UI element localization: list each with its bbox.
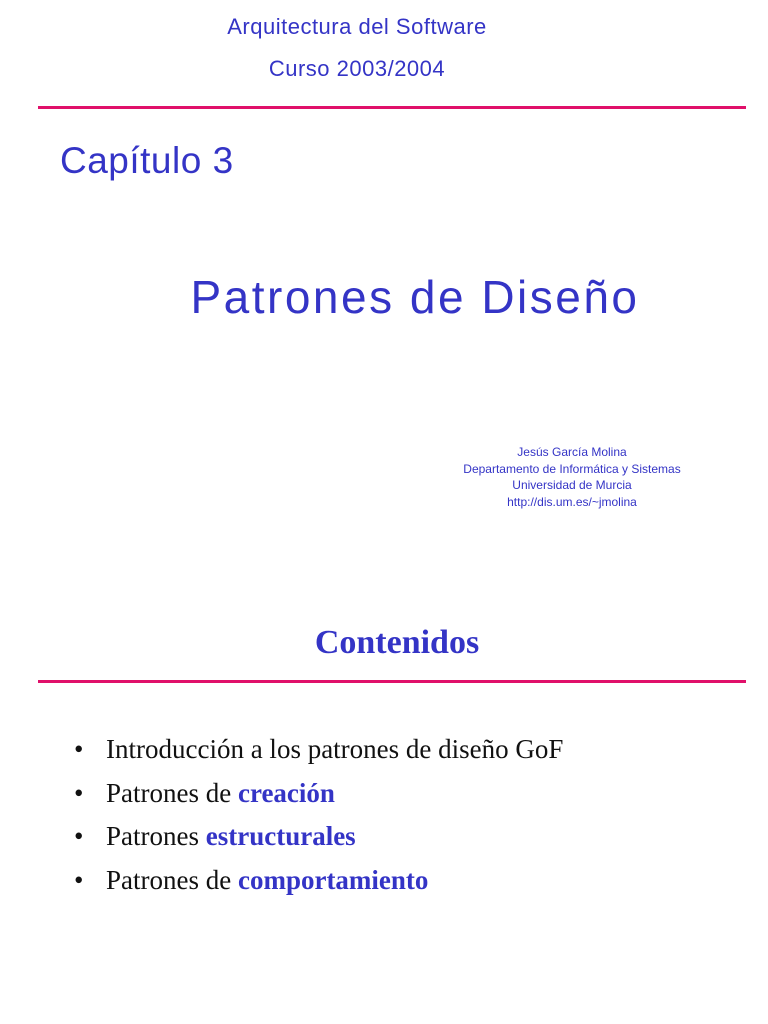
list-item-text: Introducción a los patrones de diseño GoF: [106, 734, 564, 764]
list-item-highlight: estructurales: [205, 821, 356, 851]
author-university: Universidad de Murcia: [512, 478, 632, 492]
list-item-highlight: creación: [237, 777, 335, 808]
bullet-icon: •: [74, 734, 84, 764]
page-title: Patrones de Diseño: [190, 271, 640, 323]
bullet-icon: •: [74, 864, 84, 895]
author-url: http://dis.um.es/~jmolina: [507, 494, 637, 509]
list-item: [74, 772, 563, 816]
author-department: Departamento de Informática y Sistemas: [463, 461, 681, 476]
list-item-text: Patrones de: [106, 864, 238, 895]
contents-heading: Contenidos: [314, 624, 480, 661]
header-divider: [38, 106, 746, 109]
contents-list: [74, 728, 563, 902]
course-title: Arquitectura del Software: [227, 14, 487, 39]
list-item: [74, 859, 563, 903]
contents-divider: [38, 680, 746, 683]
chapter-label: Capítulo 3: [60, 140, 234, 181]
list-item: [74, 815, 563, 859]
list-item-text: Patrones de: [106, 777, 238, 808]
list-item: [74, 728, 563, 772]
author-name: Jesús García Molina: [517, 445, 627, 459]
course-year: Curso 2003/2004: [268, 56, 446, 81]
list-item-highlight: comportamiento: [237, 864, 429, 895]
list-item-text: Patrones: [106, 821, 206, 851]
author-block: [440, 444, 704, 510]
bullet-icon: •: [74, 777, 84, 808]
bullet-icon: •: [74, 821, 84, 851]
